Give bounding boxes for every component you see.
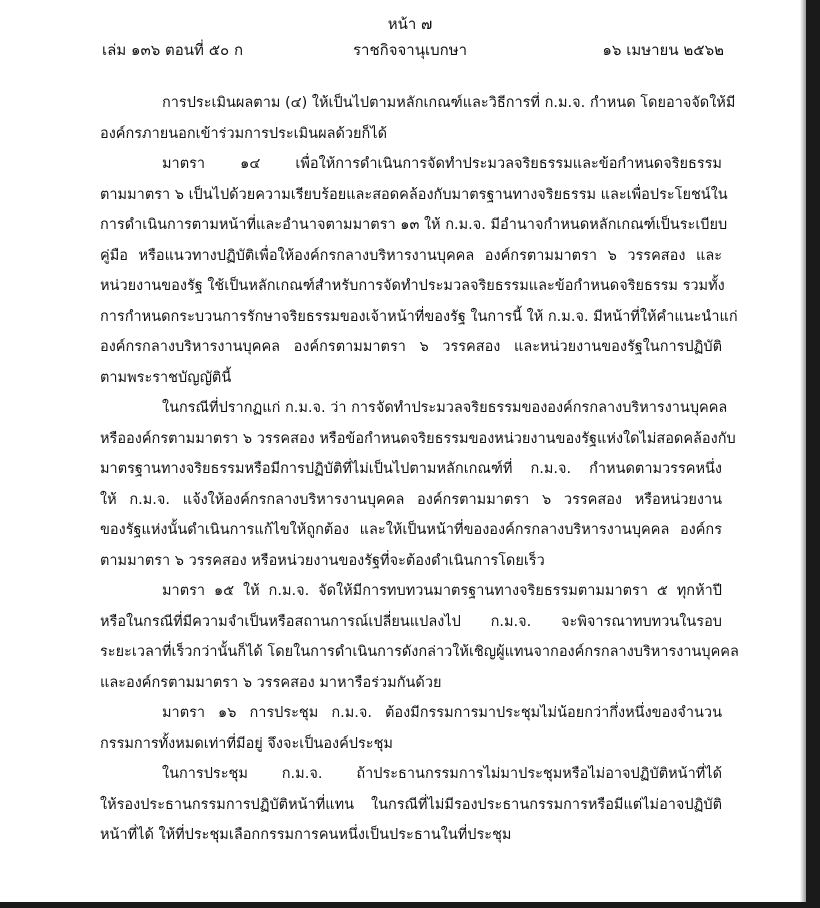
paragraph <box>100 576 739 698</box>
text-line: ตามพระราชบัญญัตินี้ <box>100 369 232 386</box>
text-line: คู่มือ หรือแนวทางปฏิบัติเพื่อให้องค์กรกลางบริหารงานบุคคล องค์กรตามมาตรา ๖ วรรคสอง และ <box>100 247 722 264</box>
text-line: ของรัฐแห่งนั้นดำเนินการแก้ไขให้ถูกต้อง และให้เป็นหน้าที่ขององค์กรกลางบริหารงานบุคคล องค์กร <box>100 522 722 538</box>
document-body <box>100 88 739 851</box>
publication-date: ๑๖ เมษายน ๒๕๖๒ <box>602 41 724 59</box>
text-line: หน่วยงานของรัฐ ใช้เป็นหลักเกณฑ์สำหรับการจัดทำประมวลจริยธรรมและข้อกำหนดจริยธรรม รวมทั้ง <box>100 278 725 294</box>
text-line: หรือในกรณีที่มีความจำเป็นหรือสถานการณ์เปลี่ยนแปลงไป ก.ม.จ. จะพิจารณาทบทวนในรอบ <box>100 613 722 630</box>
paragraph <box>100 759 722 851</box>
text-line: ในการประชุม ก.ม.จ. ถ้าประธานกรรมการไม่มาประชุมหรือไม่อาจปฏิบัติหน้าที่ได้ <box>162 766 722 782</box>
publication-name: ราชกิจจานุเบกษา <box>352 41 468 59</box>
paragraph <box>100 698 722 759</box>
text-line: มาตรา ๑๔ เพื่อให้การดำเนินการจัดทำประมวลจริยธรรมและข้อกำหนดจริยธรรม <box>162 156 722 172</box>
text-line: หรือองค์กรตามมาตรา ๖ วรรคสอง หรือข้อกำหนดจริยธรรมของหน่วยงานของรัฐแห่งใดไม่สอดคล้องกับ <box>100 430 736 447</box>
text-line: ระยะเวลาที่เร็วกว่านั้นก็ได้ โดยในการดำเนินการดังกล่าวให้เชิญผู้แทนจากองค์กรกลางบริหารงานบุคคล <box>100 644 739 660</box>
page-border-bottom <box>0 902 820 908</box>
paragraph <box>100 393 736 576</box>
paragraph <box>100 88 736 149</box>
text-line: ในกรณีที่ปรากฏแก่ ก.ม.จ. ว่า การจัดทำประมวลจริยธรรมขององค์กรกลางบริหารงานบุคคล <box>162 400 728 416</box>
text-line: มาตรฐานทางจริยธรรมหรือมีการปฏิบัติที่ไม่เป็นไปตามหลักเกณฑ์ที่ ก.ม.จ. กำหนดตามวรรคหนึ่ง <box>100 461 722 477</box>
volume-issue: เล่ม ๑๓๖ ตอนที่ ๕๐ ก <box>102 41 244 59</box>
text-line: การกำหนดกระบวนการรักษาจริยธรรมของเจ้าหน้าที่ของรัฐ ในการนี้ ให้ ก.ม.จ. มีหน้าที่ให้คำแนะนำแก่ <box>100 308 738 325</box>
text-line: องค์กรกลางบริหารงานบุคคล องค์กรตามมาตรา ๖ วรรคสอง และหน่วยงานของรัฐในการปฏิบัติ <box>100 339 722 355</box>
text-line: การประเมินผลตาม (๔) ให้เป็นไปตามหลักเกณฑ์และวิธีการที่ ก.ม.จ. กำหนด โดยอาจจัดให้มี <box>162 95 736 111</box>
text-line: หน้าที่ได้ ให้ที่ประชุมเลือกกรรมการคนหนึ่งเป็นประธานในที่ประชุม <box>100 827 512 843</box>
text-line: มาตรา ๑๕ ให้ ก.ม.จ. จัดให้มีการทบทวนมาตรฐานทางจริยธรรมตามมาตรา ๕ ทุกห้าปี <box>162 583 722 599</box>
page-number: หน้า ๗ <box>387 15 433 33</box>
text-line: ตามมาตรา ๖ เป็นไปด้วยความเรียบร้อยและสอดคล้องกับมาตรฐานทางจริยธรรม และเพื่อประโยชน์ใน <box>100 186 728 203</box>
text-line: การดำเนินการตามหน้าที่และอำนาจตามมาตรา ๑๓ ให้ ก.ม.จ. มีอำนาจกำหนดหลักเกณฑ์เป็นระเบียบ <box>100 217 728 233</box>
text-line: องค์กรภายนอกเข้าร่วมการประเมินผลด้วยก็ได้ <box>100 125 387 142</box>
text-line: ตามมาตรา ๖ วรรคสอง หรือหน่วยงานของรัฐที่จะต้องดำเนินการโดยเร็ว <box>100 552 545 569</box>
text-line: และองค์กรตามมาตรา ๖ วรรคสอง มาหารือร่วมกันด้วย <box>100 674 442 691</box>
page-border-right <box>806 0 820 908</box>
text-line: ให้ ก.ม.จ. แจ้งให้องค์กรกลางบริหารงานบุคคล องค์กรตามมาตรา ๖ วรรคสอง หรือหน่วยงาน <box>100 491 722 508</box>
text-line: มาตรา ๑๖ การประชุม ก.ม.จ. ต้องมีกรรมการมาประชุมไม่น้อยกว่ากึ่งหนึ่งของจำนวน <box>162 705 722 721</box>
document-header <box>0 38 820 60</box>
paragraph <box>100 149 738 393</box>
text-line: กรรมการทั้งหมดเท่าที่มีอยู่ จึงจะเป็นองค์ประชุม <box>100 735 393 752</box>
text-line: ให้รองประธานกรรมการปฏิบัติหน้าที่แทน ในกรณีที่ไม่มีรองประธานกรรมการหรือมีแต่ไม่อาจปฏิบัติ <box>100 796 722 813</box>
